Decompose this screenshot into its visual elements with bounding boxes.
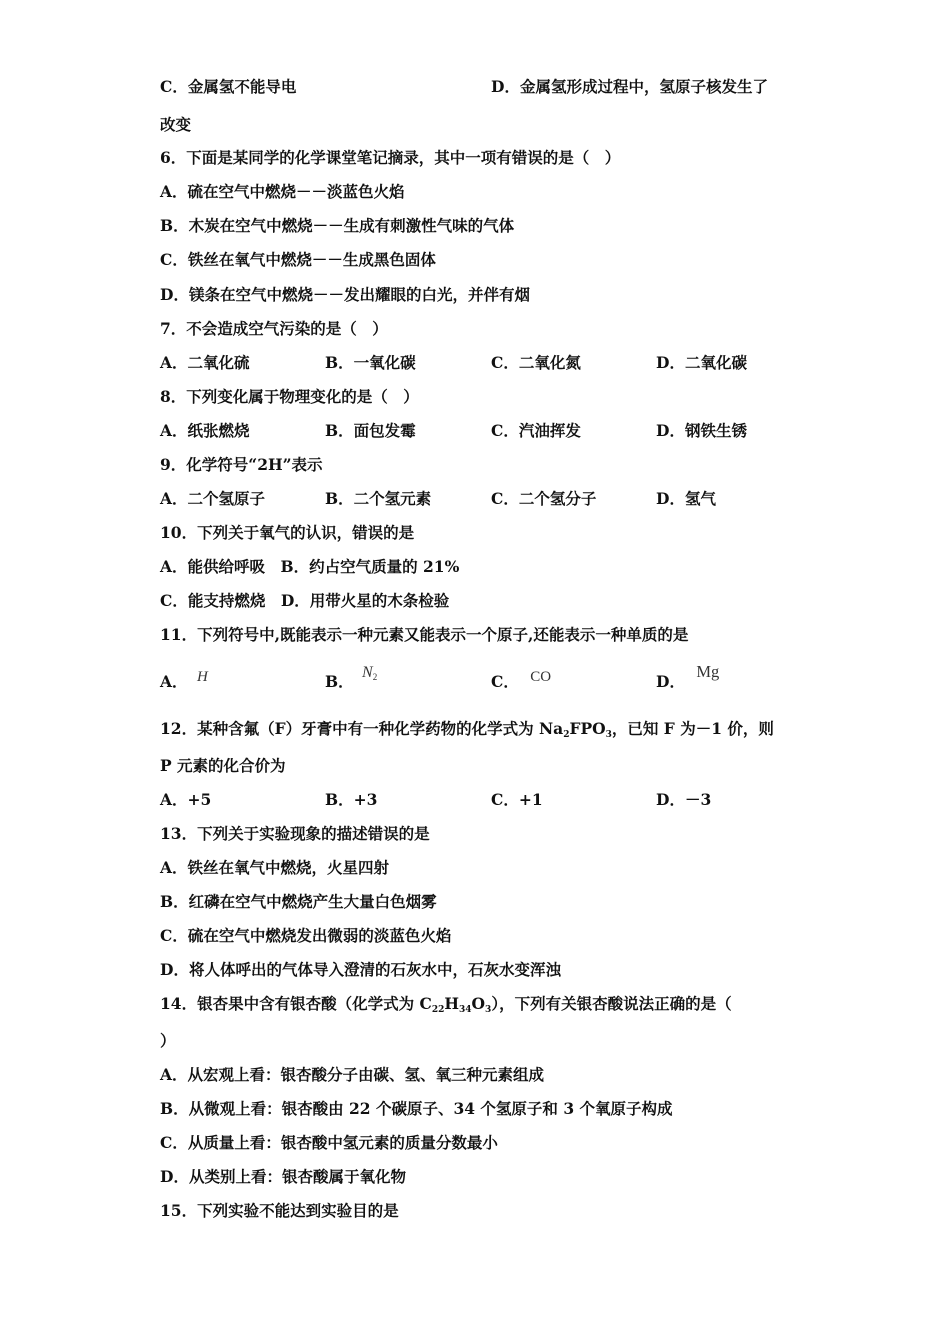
q5-option-d <box>491 77 768 97</box>
q8-option-b: B．面包发霉 <box>325 421 416 440</box>
q14-subscript-h: 34 <box>459 1005 472 1015</box>
q14-option-d: D．从类别上看：银杏酸属于氧化物 <box>160 1167 406 1186</box>
q12-stem <box>160 719 774 739</box>
q7-option-d: D．二氧化碳 <box>656 353 747 372</box>
option-letter: C． <box>160 77 188 96</box>
option-text: 金属氢不能导电 <box>187 77 297 96</box>
q12-subscript-na: 2 <box>563 730 570 740</box>
q6-option-c: C．铁丝在氧气中燃烧－－生成黑色固体 <box>160 250 436 269</box>
q11-option-c <box>491 669 552 693</box>
q14-stem-pre: 14．银杏果中含有银杏酸（化学式为 C <box>160 994 432 1013</box>
q10-options-ab: A．能供给呼吸 B．约占空气质量的 21% <box>160 557 460 576</box>
q11-stem: 11．下列符号中,既能表示一种元素又能表示一个原子,还能表示一种单质的是 <box>160 625 689 644</box>
option-letter: A． <box>160 672 188 691</box>
q11-option-d <box>656 662 720 692</box>
formula-n2-symbol: N <box>362 664 373 681</box>
q11-option-b <box>325 664 378 693</box>
q8-stem: 8．下列变化属于物理变化的是（ ） <box>160 387 419 406</box>
q5-option-c <box>160 77 296 97</box>
q14-option-c: C．从质量上看：银杏酸中氢元素的质量分数最小 <box>160 1133 498 1152</box>
q12-stem-continuation: P 元素的化合价为 <box>160 756 286 775</box>
q8-option-d: D．钢铁生锈 <box>656 421 747 440</box>
q15-stem: 15．下列实验不能达到实验目的是 <box>160 1201 399 1220</box>
option-letter: D． <box>656 672 685 691</box>
q14-formula-h: H <box>444 994 459 1013</box>
formula-n2-subscript: 2 <box>372 672 378 682</box>
q9-option-a: A．二个氢原子 <box>160 489 266 508</box>
option-letter: D． <box>491 77 520 96</box>
q13-option-d: D．将人体呼出的气体导入澄清的石灰水中，石灰水变浑浊 <box>160 960 561 979</box>
q7-option-b: B．一氧化碳 <box>325 353 416 372</box>
q14-option-a: A．从宏观上看：银杏酸分子由碳、氢、氧三种元素组成 <box>160 1065 545 1084</box>
q12-stem-formula: FPO <box>569 719 606 738</box>
q12-option-d: D．－3 <box>656 790 712 809</box>
q14-subscript-o: 3 <box>485 1005 492 1015</box>
formula-co: CO <box>530 669 552 685</box>
q12-stem-end: ，已知 F 为－1 价，则 <box>611 719 774 738</box>
q14-stem-end: ），下列有关银杏酸说法正确的是（ <box>491 994 732 1013</box>
q14-subscript-c: 22 <box>431 1005 445 1015</box>
q9-option-d: D．氢气 <box>656 489 716 508</box>
q11-option-a <box>160 669 208 693</box>
q8-option-c: C．汽油挥发 <box>491 421 581 440</box>
q14-stem <box>160 994 732 1014</box>
q9-option-c: C．二个氢分子 <box>491 489 597 508</box>
formula-mg: Mg <box>696 662 720 681</box>
option-text: 金属氢形成过程中，氢原子核发生了 <box>519 77 768 96</box>
option-letter: B． <box>325 672 354 691</box>
q9-option-b: B．二个氢元素 <box>325 489 432 508</box>
formula-h: H <box>196 669 208 685</box>
q6-option-a: A．硫在空气中燃烧－－淡蓝色火焰 <box>160 182 405 201</box>
q14-option-b: B．从微观上看：银杏酸由 22 个碳原子、34 个氢原子和 3 个氧原子构成 <box>160 1099 673 1118</box>
q7-option-a: A．二氧化硫 <box>160 353 250 372</box>
q13-stem: 13．下列关于实验现象的描述错误的是 <box>160 824 430 843</box>
q14-formula-o: O <box>471 994 486 1013</box>
formula-n2 <box>362 664 377 681</box>
q12-option-a: A．+5 <box>160 790 212 809</box>
q7-option-c: C．二氧化氮 <box>491 353 581 372</box>
q14-stem-continuation: ） <box>160 1031 176 1050</box>
q8-option-a: A．纸张燃烧 <box>160 421 250 440</box>
q13-option-b: B．红磷在空气中燃烧产生大量白色烟雾 <box>160 892 437 911</box>
q12-option-c: C．+1 <box>491 790 543 809</box>
q10-options-cd: C．能支持燃烧 D．用带火星的木条检验 <box>160 591 450 610</box>
q7-stem: 7．不会造成空气污染的是（ ） <box>160 319 388 338</box>
q12-option-b: B．+3 <box>325 790 378 809</box>
q9-stem: 9．化学符号“2H”表示 <box>160 455 323 474</box>
option-letter: C． <box>491 672 519 691</box>
q6-stem: 6．下面是某同学的化学课堂笔记摘录，其中一项有错误的是（ ） <box>160 148 621 167</box>
q10-stem: 10．下列关于氧气的认识，错误的是 <box>160 523 415 542</box>
q6-option-b: B．木炭在空气中燃烧－－生成有刺激性气味的气体 <box>160 216 515 235</box>
q13-option-a: A．铁丝在氧气中燃烧，火星四射 <box>160 858 390 877</box>
q13-option-c: C．硫在空气中燃烧发出微弱的淡蓝色火焰 <box>160 926 452 945</box>
q12-subscript-o: 3 <box>605 730 612 740</box>
q6-option-d: D．镁条在空气中燃烧－－发出耀眼的白光，并伴有烟 <box>160 285 530 304</box>
q12-stem-pre: 12．某种含氟（F）牙膏中有一种化学药物的化学式为 Na <box>160 719 564 738</box>
q5-option-d-continuation: 改变 <box>160 115 192 134</box>
